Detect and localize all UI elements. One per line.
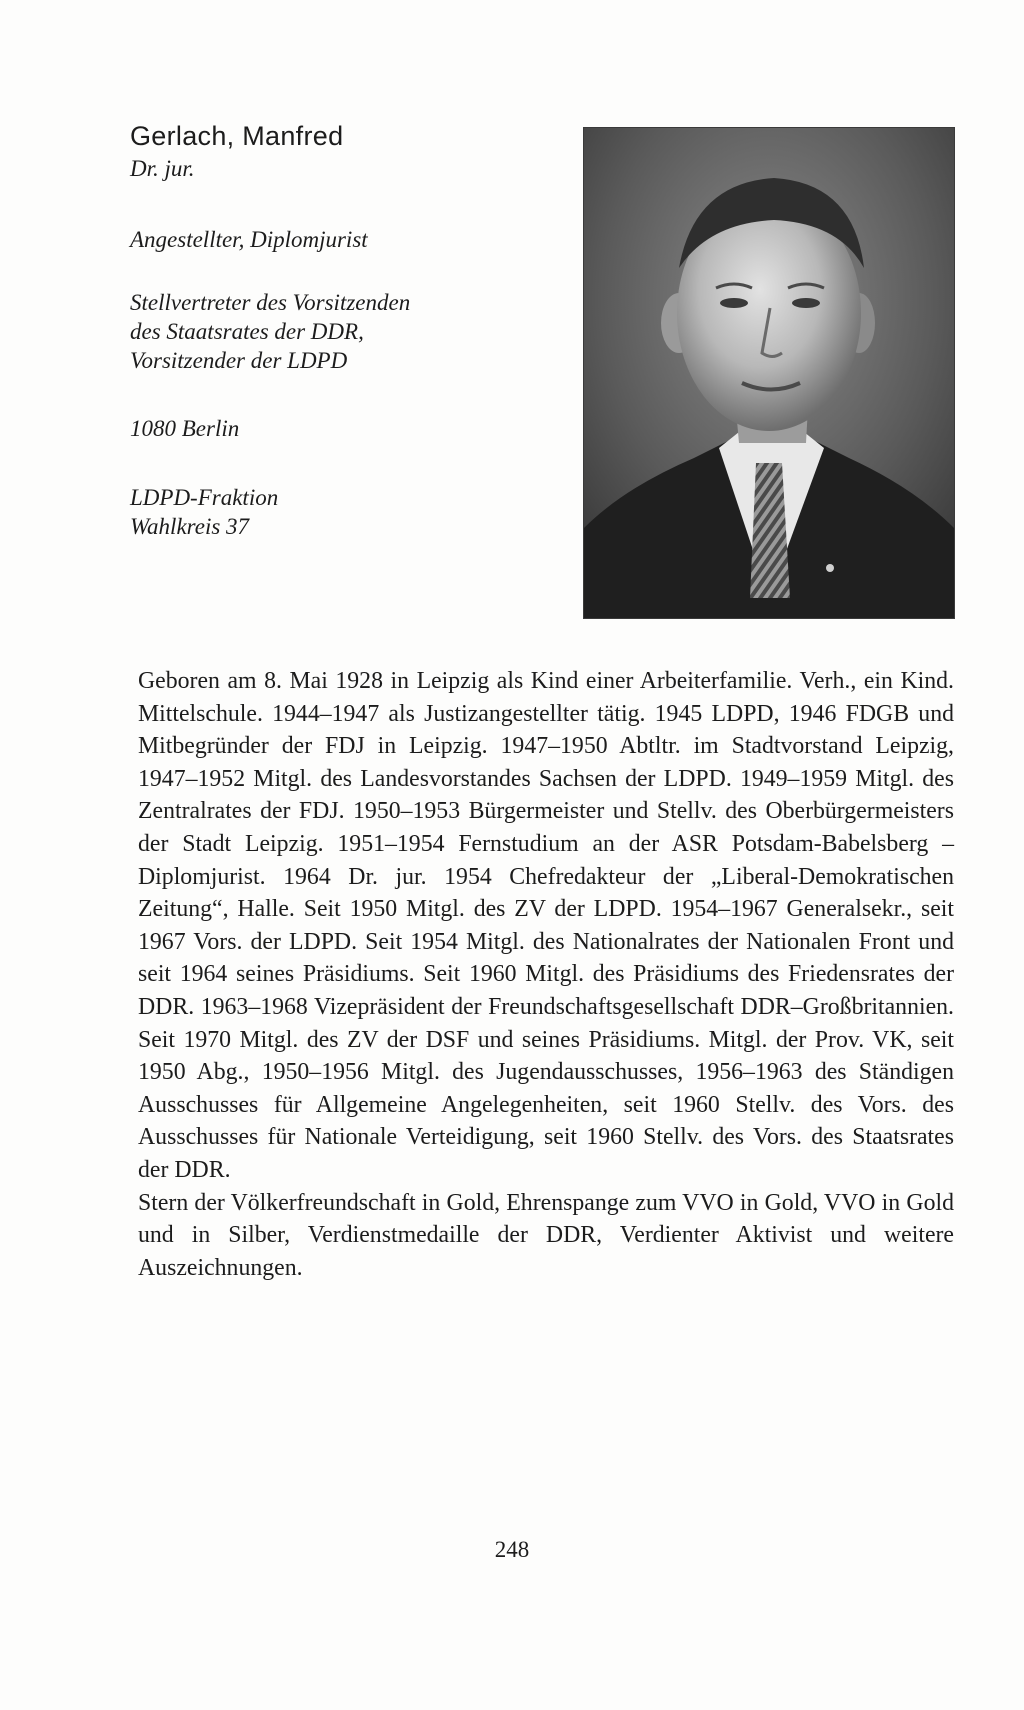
faction: LDPD-Fraktion (130, 485, 279, 510)
person-name: Gerlach, Manfred (130, 121, 344, 151)
function-line: Stellvertreter des Vorsitzenden (130, 290, 411, 315)
awards-paragraph: Stern der Völkerfreundschaft in Gold, Ehrenspange zum VVO in Gold, VVO in Gold und in Silber, Verdienstmedaille der DDR, Verdienter Aktivist und weitere Auszeichnungen. (138, 1189, 954, 1281)
constituency: Wahlkreis 37 (130, 514, 250, 539)
portrait-illustration (584, 128, 954, 618)
function-line: des Staatsrates der DDR, (130, 319, 364, 344)
biography (138, 665, 954, 1284)
functions-block (130, 288, 560, 375)
person-header (130, 120, 560, 541)
academic-title: Dr. jur. (130, 156, 195, 181)
occupation: Angestellter, Diplomjurist (130, 227, 368, 252)
biography-paragraph: Geboren am 8. Mai 1928 in Leipzig als Kind einer Arbeiterfamilie. Verh., ein Kind. Mittelschule. 1944–1947 als Justizangestellter tätig. 1945 LDPD, 1946 FDGB und Mitbegründer der FDJ in Leipzig. 1947–1950 Abtltr. im Stadtvorstand Leipzig, 1947–1952 Mitgl. des Landesvorstandes Sachsen der LDPD. 1949–1959 Mitgl. des Zentralrates der FDJ. 1950–1953 Bürgermeister und Stellv. des Oberbürgermeisters der Stadt Leipzig. 1951–1954 Fernstudium an der ASR Potsdam-Babelsberg – Diplomjurist. 1964 Dr. jur. 1954 Chefredakteur der „Liberal-Demokratischen Zeitung“, Halle. Seit 1950 Mitgl. des ZV der LDPD. 1954–1967 Generalsekr., seit 1967 Vors. der LDPD. Seit 1954 Mitgl. des Nationalrates der Nationalen Front und seit 1964 seines Präsidiums. Seit 1960 Mitgl. des Präsidiums des Friedensrates der DDR. 1963–1968 Vizepräsident der Freundschaftsgesellschaft DDR–Großbritannien. Seit 1970 Mitgl. des ZV der DSF und seines Präsidiums. Mitgl. der Prov. VK, seit 1950 Abg., 1950–1956 Mitgl. des Jugendausschusses, 1956–1963 des Ständigen Ausschusses für Allgemeine Angelegenheiten, seit 1960 Stellv. des Vors. des Ausschusses für Nationale Verteidigung, seit 1960 Stellv. des Vors. des Staatsrates der DDR. (138, 668, 954, 1183)
faction-block (130, 483, 560, 541)
function-line: Vorsitzender der LDPD (130, 348, 348, 373)
page-number: 248 (494, 1537, 530, 1562)
portrait-photo (583, 127, 955, 619)
address: 1080 Berlin (130, 416, 240, 441)
